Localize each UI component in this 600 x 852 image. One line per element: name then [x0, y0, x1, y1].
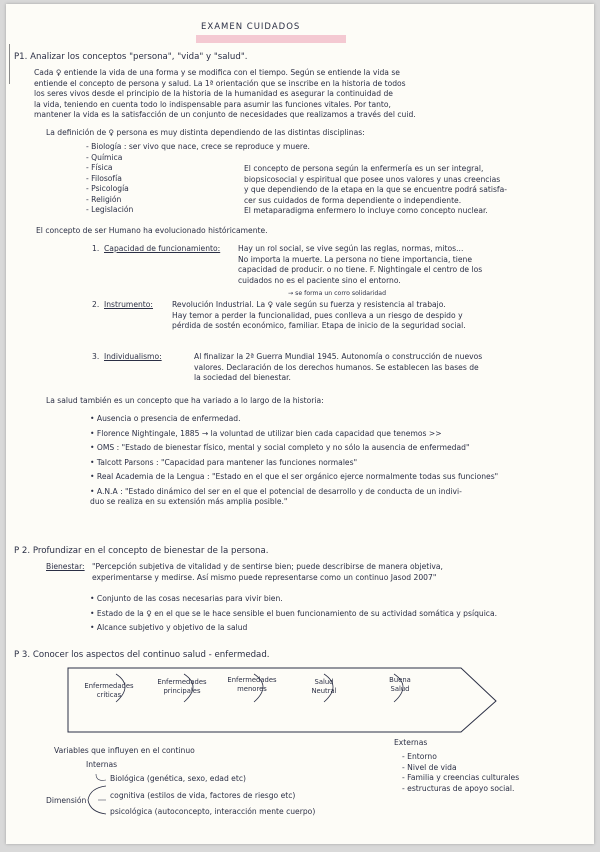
enfermeria-line: y que dependiendo de la etapa en la que se encuentre podrá satisfa-	[244, 185, 508, 194]
bienestar-label: Bienestar:	[46, 562, 85, 571]
enfermeria-line: El metaparadigma enfermero lo incluye como concepto nuclear.	[244, 206, 488, 215]
internal-item: Biológica (genética, sexo, edad etc)	[110, 774, 246, 783]
continuum-diagram	[6, 4, 594, 844]
page-title: EXAMEN CUIDADOS	[201, 22, 301, 32]
intro-line: la vida, teniendo en cuenta todo lo indispensable para asumir las funciones vitales. Por tanto,	[34, 99, 391, 109]
dimension-label: Dimensión	[46, 796, 87, 805]
externas-label: Externas	[394, 738, 428, 747]
bienestar-item: • Conjunto de las cosas necesarias para vivir bien.	[90, 594, 283, 603]
external-item: - Familia y creencias culturales	[402, 773, 520, 782]
continuum-stage: Enfermedades menores	[227, 676, 277, 693]
item-line: capacidad de producir. o no tiene. F. Nightingale el centro de los	[238, 265, 483, 274]
item-number: 2.	[92, 300, 100, 309]
external-item: - estructuras de apoyo social.	[402, 783, 515, 793]
item-line: pérdida de sostén económico, familiar. Etapa de inicio de la seguridad social.	[172, 321, 466, 330]
item-note: → se forma un corro solidaridad	[288, 290, 387, 297]
persona-heading: La definición de ♀ persona es muy distinta dependiendo de las distintas disciplinas:	[46, 128, 365, 137]
intro-line: Cada ♀ entiende la vida de una forma y se modifica con el tiempo. Según se entiende la vida se	[34, 68, 400, 77]
bienestar-line: "Percepción subjetiva de vitalidad y de sentirse bien; puede describirse de manera objetiva,	[92, 562, 443, 571]
discipline-item: - Religión	[86, 194, 122, 204]
enfermeria-line: biopsicosocial y espiritual que posee unos valores y unas creencias	[244, 174, 501, 184]
item-line: la sociedad del bienestar.	[194, 373, 291, 382]
discipline-item: - Filosofía	[86, 173, 122, 183]
item-line: Al finalizar la 2ª Guerra Mundial 1945. Autonomía o construcción de nuevos	[194, 352, 483, 361]
intro-line: mantener la vida es la satisfacción de un conjunto de necesidades que realizamos a través del cuid.	[34, 110, 416, 119]
internal-item: cognitiva (estilos de vida, factores de riesgo etc)	[110, 790, 296, 800]
internal-item: psicológica (autoconcepto, interacción mente cuerpo)	[110, 807, 316, 816]
item-line: Hay temor a perder la funcionalidad, pues conlleva a un riesgo de despido y	[172, 310, 463, 320]
continuum-arrow	[68, 668, 496, 732]
discipline-item: - Química	[86, 152, 123, 162]
item-line: cuidados no es el paciente sino el entorno.	[238, 275, 401, 285]
item-line: valores. Declaración de los derechos humanos. Se establecen las bases de	[194, 362, 479, 372]
item-line: Revolución Industrial. La ♀ vale según su fuerza y resistencia al trabajo.	[172, 300, 446, 309]
external-item: - Entorno	[402, 752, 437, 761]
bienestar-line: experimentarse y medirse. Así mismo puede representarse como un continuo Jasod 2007"	[92, 572, 437, 582]
continuum-stage: Salud Neutral	[311, 678, 337, 695]
item-number: 1.	[92, 244, 100, 253]
intro-line: entiende el concepto de persona y salud. La 1ª orientación que se inscribe en la historia de todos	[34, 78, 406, 88]
bienestar-item: • Alcance subjetivo y objetivo de la salud	[90, 623, 248, 632]
item-term: Individualismo:	[104, 352, 162, 361]
item-term: Instrumento:	[104, 300, 153, 309]
item-line: Hay un rol social, se vive según las reglas, normas, mitos...	[238, 244, 464, 253]
discipline-item: - Legislación	[86, 205, 134, 214]
discipline-item: - Física	[86, 163, 113, 172]
salud-item: • Florence Nightingale, 1885 → la voluntad de utilizar bien cada capacidad que tenemos >>	[90, 428, 442, 438]
salud-item: • A.N.A : "Estado dinámico del ser en el que el potencial de desarrollo y de conducta de un indivi-	[90, 486, 462, 496]
p2-question: P 2. Profundizar en el concepto de bienestar de la persona.	[14, 546, 269, 556]
item-number: 3.	[92, 352, 100, 361]
notebook-page	[6, 4, 594, 844]
item-line: No importa la muerte. La persona no tiene importancia, tiene	[238, 254, 473, 264]
enfermeria-line: cer sus cuidados de forma dependiente o independiente.	[244, 195, 462, 205]
salud-item: • Ausencia o presencia de enfermedad.	[90, 414, 241, 423]
internas-label: Internas	[86, 760, 118, 769]
enfermeria-line: El concepto de persona según la enfermería es un ser integral,	[244, 164, 484, 173]
salud-item: duo se realiza en su extensión más amplia posible."	[90, 497, 288, 506]
salud-item: • Talcott Parsons : "Capacidad para mantener las funciones normales"	[90, 457, 358, 467]
salud-item: • OMS : "Estado de bienestar físico, mental y social completo y no sólo la ausencia de enfermedad"	[90, 443, 470, 452]
internal-variables	[110, 774, 315, 818]
variables-heading: Variables que influyen en el continuo	[54, 746, 195, 755]
discipline-item: - Biología : ser vivo que nace, crece se reproduce y muere.	[86, 142, 310, 151]
continuum-stage: Buena Salud	[389, 676, 411, 693]
salud-heading: La salud también es un concepto que ha variado a lo largo de la historia:	[46, 396, 324, 405]
p1-question: P1. Analizar los conceptos "persona", "vida" y "salud".	[14, 52, 248, 62]
intro-line: los seres vivos desde el principio de la historia de la humanidad es asegurar la continuidad de	[34, 89, 393, 98]
discipline-item: - Psicología	[86, 184, 129, 193]
humano-heading: El concepto de ser Humano ha evolucionado históricamente.	[36, 226, 268, 235]
continuum-stage: Enfermedades críticas	[84, 682, 134, 699]
bienestar-item: • Estado de la ♀ en el que se le hace sensible el buen funcionamiento de su actividad somática y psíquica.	[90, 608, 498, 618]
p3-question: P 3. Conocer los aspectos del continuo salud - enfermedad.	[14, 650, 270, 660]
external-variables	[402, 752, 519, 794]
salud-item: • Real Academia de la Lengua : "Estado en el que el ser orgánico ejerce normalmente todas sus funciones"	[90, 472, 499, 481]
item-term: Capacidad de funcionamiento:	[104, 244, 221, 253]
external-item: - Nivel de vida	[402, 762, 457, 772]
continuum-stage: Enfermedades principales	[157, 678, 207, 695]
